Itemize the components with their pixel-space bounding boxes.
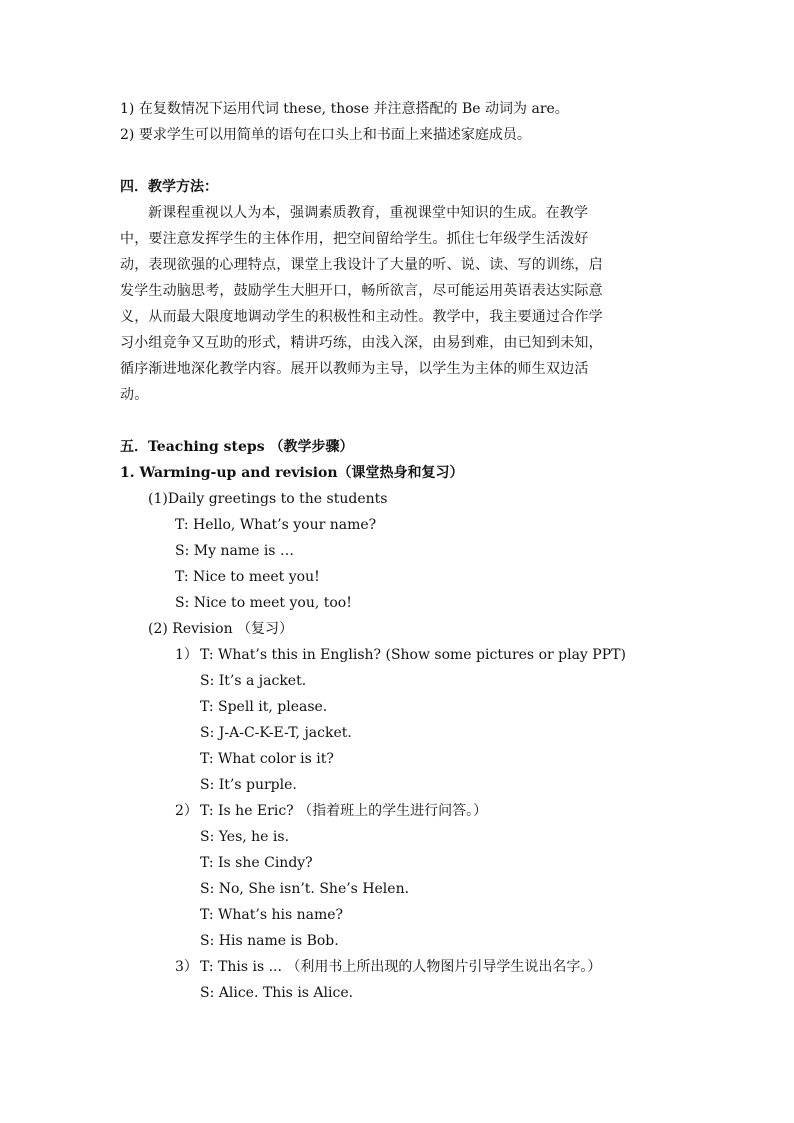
- dialogue-line: S: My name is …: [175, 543, 294, 559]
- objective-2: 2) 要求学生可以用简单的语句在口头上和书面上来描述家庭成员。: [120, 127, 531, 143]
- methods-line-2: 中，要注意发挥学生的主体作用，把空间留给学生。抓住七年级学生活泼好: [120, 231, 589, 247]
- methods-line-4: 发学生动脑思考，鼓励学生大胆开口，畅所欲言，尽可能运用英语表达实际意: [120, 283, 603, 299]
- methods-line-6: 习小组竞争又互助的形式，精讲巧练，由浅入深，由易到难，由已知到未知，: [120, 335, 603, 351]
- dialogue-line: T: Is she Cindy?: [200, 855, 313, 871]
- dialogue-line: T: What’s his name?: [200, 907, 344, 923]
- dialogue-line: S: Nice to meet you, too!: [175, 595, 352, 611]
- dialogue-line: T: What’s this in English? (Show some pictures or play PPT): [200, 647, 626, 663]
- dialogue-line: T: Nice to meet you!: [175, 569, 320, 585]
- steps-heading: 五．Teaching steps （教学步骤）: [120, 439, 354, 455]
- dialogue-line: T: This is ... （利用书上所出现的人物图片引导学生说出名字。）: [200, 959, 602, 975]
- methods-line-8: 动。: [120, 387, 149, 403]
- dialogue-line: S: No, She isn’t. She’s Helen.: [200, 881, 410, 897]
- methods-line-1: 新课程重视以人为本，强调素质教育，重视课堂中知识的生成。在教学: [148, 205, 589, 221]
- dialogue-line: S: His name is Bob.: [200, 933, 339, 949]
- methods-line-5: 义，从而最大限度地调动学生的积极性和主动性。教学中，我主要通过合作学: [120, 309, 603, 325]
- methods-line-3: 动，表现欲强的心理特点，课堂上我设计了大量的听、说、读、写的训练，启: [120, 257, 603, 273]
- methods-line-7: 循序渐进地深化教学内容。展开以教师为主导，以学生为主体的师生双边活: [120, 361, 589, 377]
- dialogue-line: T: What color is it?: [200, 751, 334, 767]
- dialogue-line: T: Is he Eric? （指着班上的学生进行问答。）: [200, 803, 488, 819]
- dialogue-line: S: J-A-C-K-E-T, jacket.: [200, 725, 352, 741]
- revision-item-number: 2）: [175, 803, 198, 819]
- revision-label: (2) Revision （复习）: [148, 621, 294, 637]
- dialogue-line: S: Alice. This is Alice.: [200, 985, 354, 1001]
- greetings-label: (1)Daily greetings to the students: [148, 491, 388, 507]
- dialogue-line: T: Spell it, please.: [200, 699, 328, 715]
- dialogue-line: T: Hello, What’s your name?: [175, 517, 377, 533]
- warmup-heading: 1. Warming-up and revision（课堂热身和复习）: [120, 465, 464, 481]
- dialogue-line: S: It’s a jacket.: [200, 673, 307, 689]
- methods-paragraph: [120, 200, 660, 408]
- revision-item-number: 3）: [175, 959, 198, 975]
- dialogue-line: S: Yes, he is.: [200, 829, 290, 845]
- dialogue-line: S: It’s purple.: [200, 777, 297, 793]
- objective-1: 1) 在复数情况下运用代词 these, those 并注意搭配的 Be 动词为 are。: [120, 101, 569, 117]
- revision-item-number: 1）: [175, 647, 198, 663]
- methods-heading: 四．教学方法：: [120, 179, 218, 195]
